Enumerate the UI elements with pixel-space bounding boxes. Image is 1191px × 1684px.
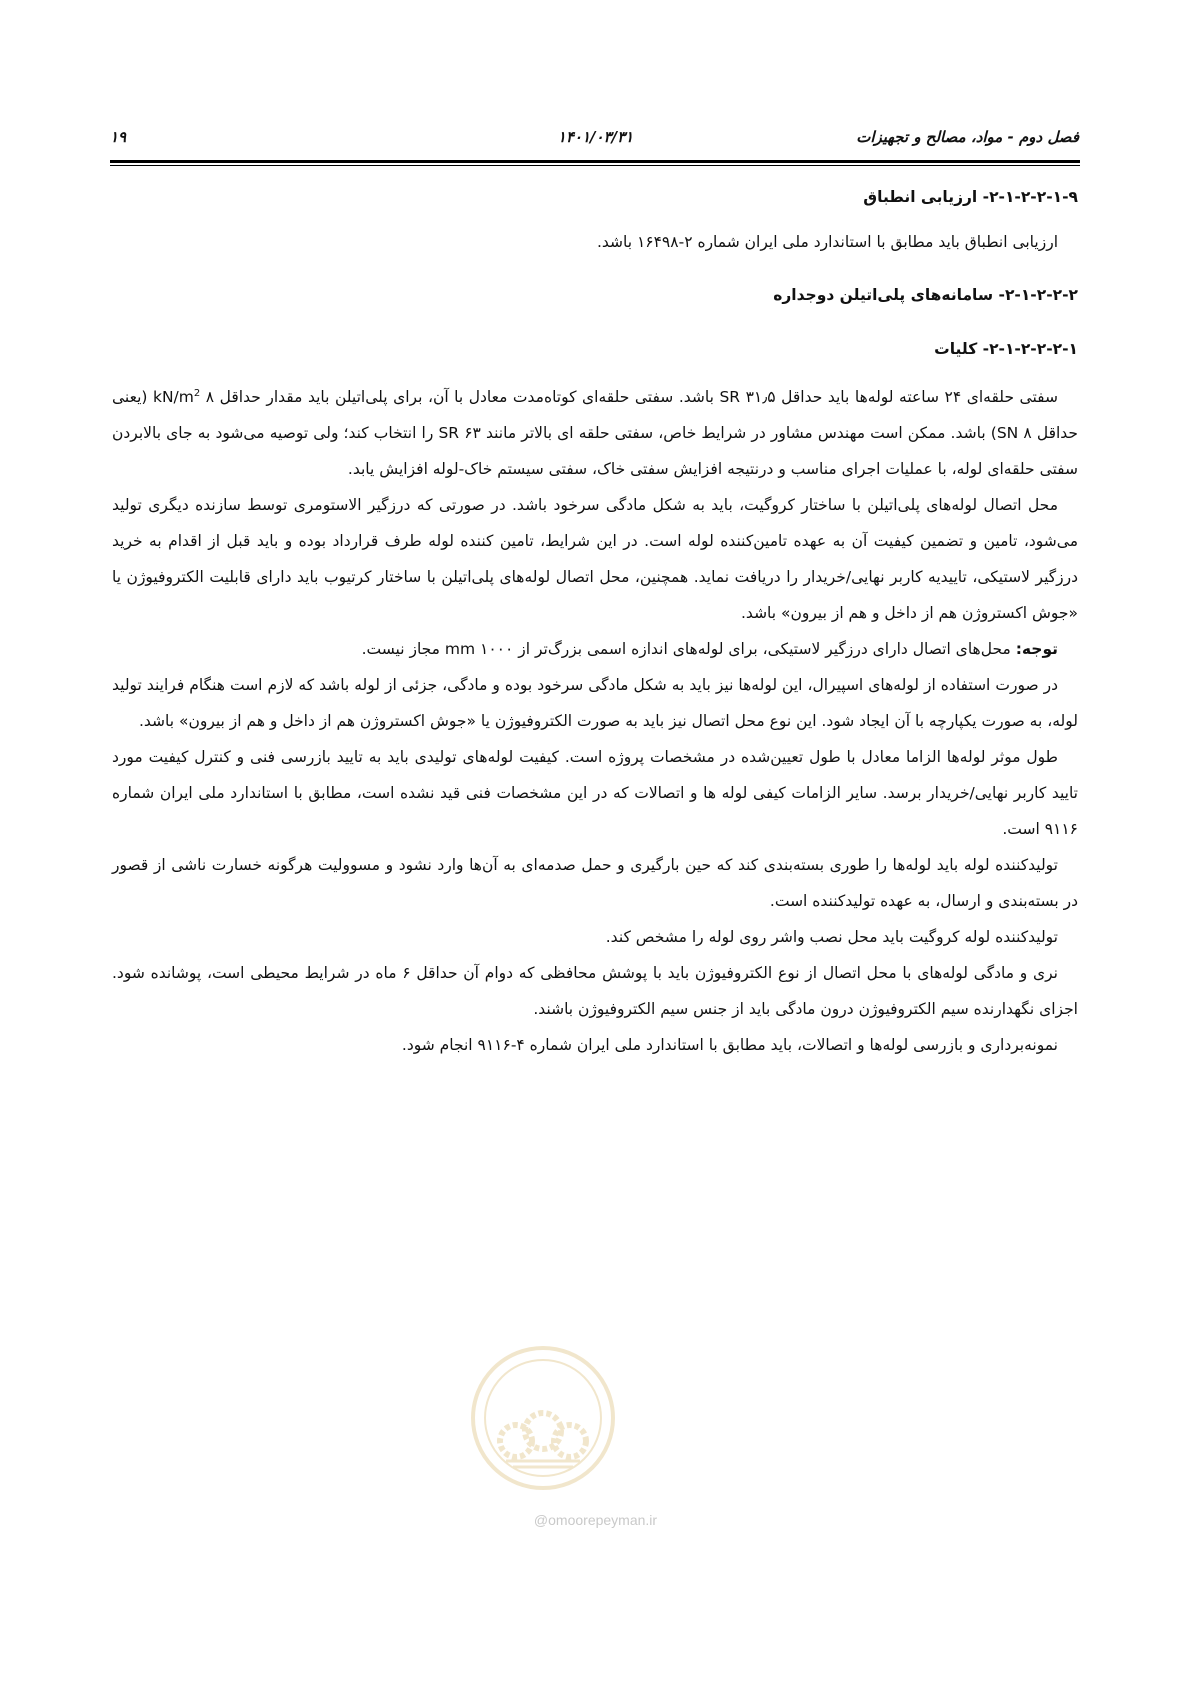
paragraph-packaging: تولیدکننده لوله باید لوله‌ها را طوری بسته‌بندی کند که حین بارگیری و حمل صدمه‌ای به آن‌ها وارد نشود و مسوولیت هرگونه خسارت ناشی از قصور در بسته‌بندی و ارسال، به عهده تولیدکننده است.	[112, 856, 1078, 911]
ring-stiffness-text-a: سفتی حلقه‌ای ۲۴ ساعته لوله‌ها باید حداقل SR ۳۱٫۵ باشد. سفتی حلقه‌ای کوتاه‌مدت معادل با آن، برای پلی‌اتیلن باید مقدار حداقل ۸ kN/m	[152, 388, 1058, 407]
watermark-logo	[468, 1343, 618, 1493]
header-rule-thin	[110, 165, 1080, 166]
note-text: محل‌های اتصال دارای درزگیر لاستیکی، برای لوله‌های اندازه اسمی بزرگ‌تر از mm ۱۰۰۰ مجاز نیست.	[361, 640, 1016, 659]
section-heading-conformity: ۲-۱-۲-۲-۱-۹- ارزیابی انطباق	[863, 188, 1078, 206]
header-date: ۱۴۰۱/۰۳/۳۱	[557, 128, 634, 146]
paragraph-effective-length: طول موثر لوله‌ها الزاما معادل با طول تعیین‌شده در مشخصات پروژه است. کیفیت لوله‌های تولیدی باید به تایید بازرسی فنی و کنترل کیفیت مورد تایید کاربر نهایی/خریدار برسد. سایر الزامات کیفی لوله ها و اتصالات که در این مشخصات فنی قید نشده است، مطابق با استاندارد ملی ایران شماره ۹۱۱۶ است.	[112, 748, 1078, 839]
unit-superscript: 2	[193, 388, 201, 399]
paragraph-gasket-location: تولیدکننده لوله کروگیت باید محل نصب واشر روی لوله را مشخص کند.	[605, 928, 1058, 947]
paragraph-electrofusion-cover: نری و مادگی لوله‌های با محل اتصال از نوع الکتروفیوژن باید با پوشش محافظی که دوام آن حداقل ۶ ماه در شرایط محیطی است، پوشانده شود. اجزای نگهدارنده سیم الکتروفیوژن درون مادگی باید از جنس سیم الکتروفیوژن باشند.	[112, 964, 1078, 1019]
paragraph-sampling: نمونه‌برداری و بازرسی لوله‌ها و اتصالات، باید مطابق با استاندارد ملی ایران شماره ۴-۹۱۱۶ انجام شود.	[401, 1036, 1058, 1055]
section-heading-double-wall: ۲-۱-۲-۲-۲- سامانه‌های پلی‌اتیلن دوجداره	[773, 286, 1078, 304]
chapter-title: فصل دوم - مواد، مصالح و تجهیزات	[856, 128, 1079, 146]
paragraph-ring-stiffness	[112, 376, 1078, 487]
conformity-text: ارزیابی انطباق باید مطابق با استاندارد ملی ایران شماره ۲-۱۶۴۹۸ باشد.	[596, 233, 1058, 251]
page-body	[112, 184, 1078, 1063]
paragraph-spiral-pipes: در صورت استفاده از لوله‌های اسپیرال، این لوله‌ها نیز باید به شکل مادگی سرخود بوده و مادگی، جزئی از لوله باشد که لازم است هنگام فرایند تولید لوله، به صورت یکپارچه با آن ایجاد شود. این نوع محل اتصال نیز باید به صورت الکتروفیوژن یا «جوش اکستروژن هم از داخل و هم از بیرون» باشد.	[112, 676, 1078, 731]
note-paragraph	[112, 631, 1078, 667]
watermark-url: @omoorepeyman.ir	[533, 1512, 658, 1528]
note-label: توجه:	[1015, 640, 1058, 659]
page-number: ۱۹	[110, 128, 127, 146]
paragraph-joint-corrugated: محل اتصال لوله‌های پلی‌اتیلن با ساختار کروگیت، باید به شکل مادگی سرخود باشد. در صورتی که درزگیر الاستومری توسط سازنده دیگری تولید می‌شود، تامین و تضمین کیفیت آن به عهده تامین‌کننده لوله است. در این شرایط، تامین کننده لوله طرف قرارداد بوده و باید قبل از اقدام به خرید درزگیر لاستیکی، تاییدیه کاربر نهایی/خریدار را دریافت نماید. همچنین، محل اتصال لوله‌های پلی‌اتیلن با ساختار کرتیوب باید دارای قابلیت الکتروفیوژن یا «جوش اکستروژن هم از داخل و هم از بیرون» باشد.	[112, 496, 1078, 623]
section-heading-general: ۲-۱-۲-۲-۲-۱- کلیات	[934, 340, 1078, 358]
header-rule-thick	[110, 160, 1080, 163]
ring-stiffness-text-b: (یعنی حداقل SN ۸) باشد. ممکن است مهندس مشاور در شرایط خاص، سفتی حلقه ای بالاتر مانند SR ۶۳ را انتخاب کند؛ ولی توصیه می‌شود به جای بالابردن سفتی حلقه‌ای لوله، با عملیات اجرای مناسب و درنتیجه افزایش سفتی خاک، سفتی سیستم خاک-لوله افزایش یابد.	[112, 388, 1078, 479]
